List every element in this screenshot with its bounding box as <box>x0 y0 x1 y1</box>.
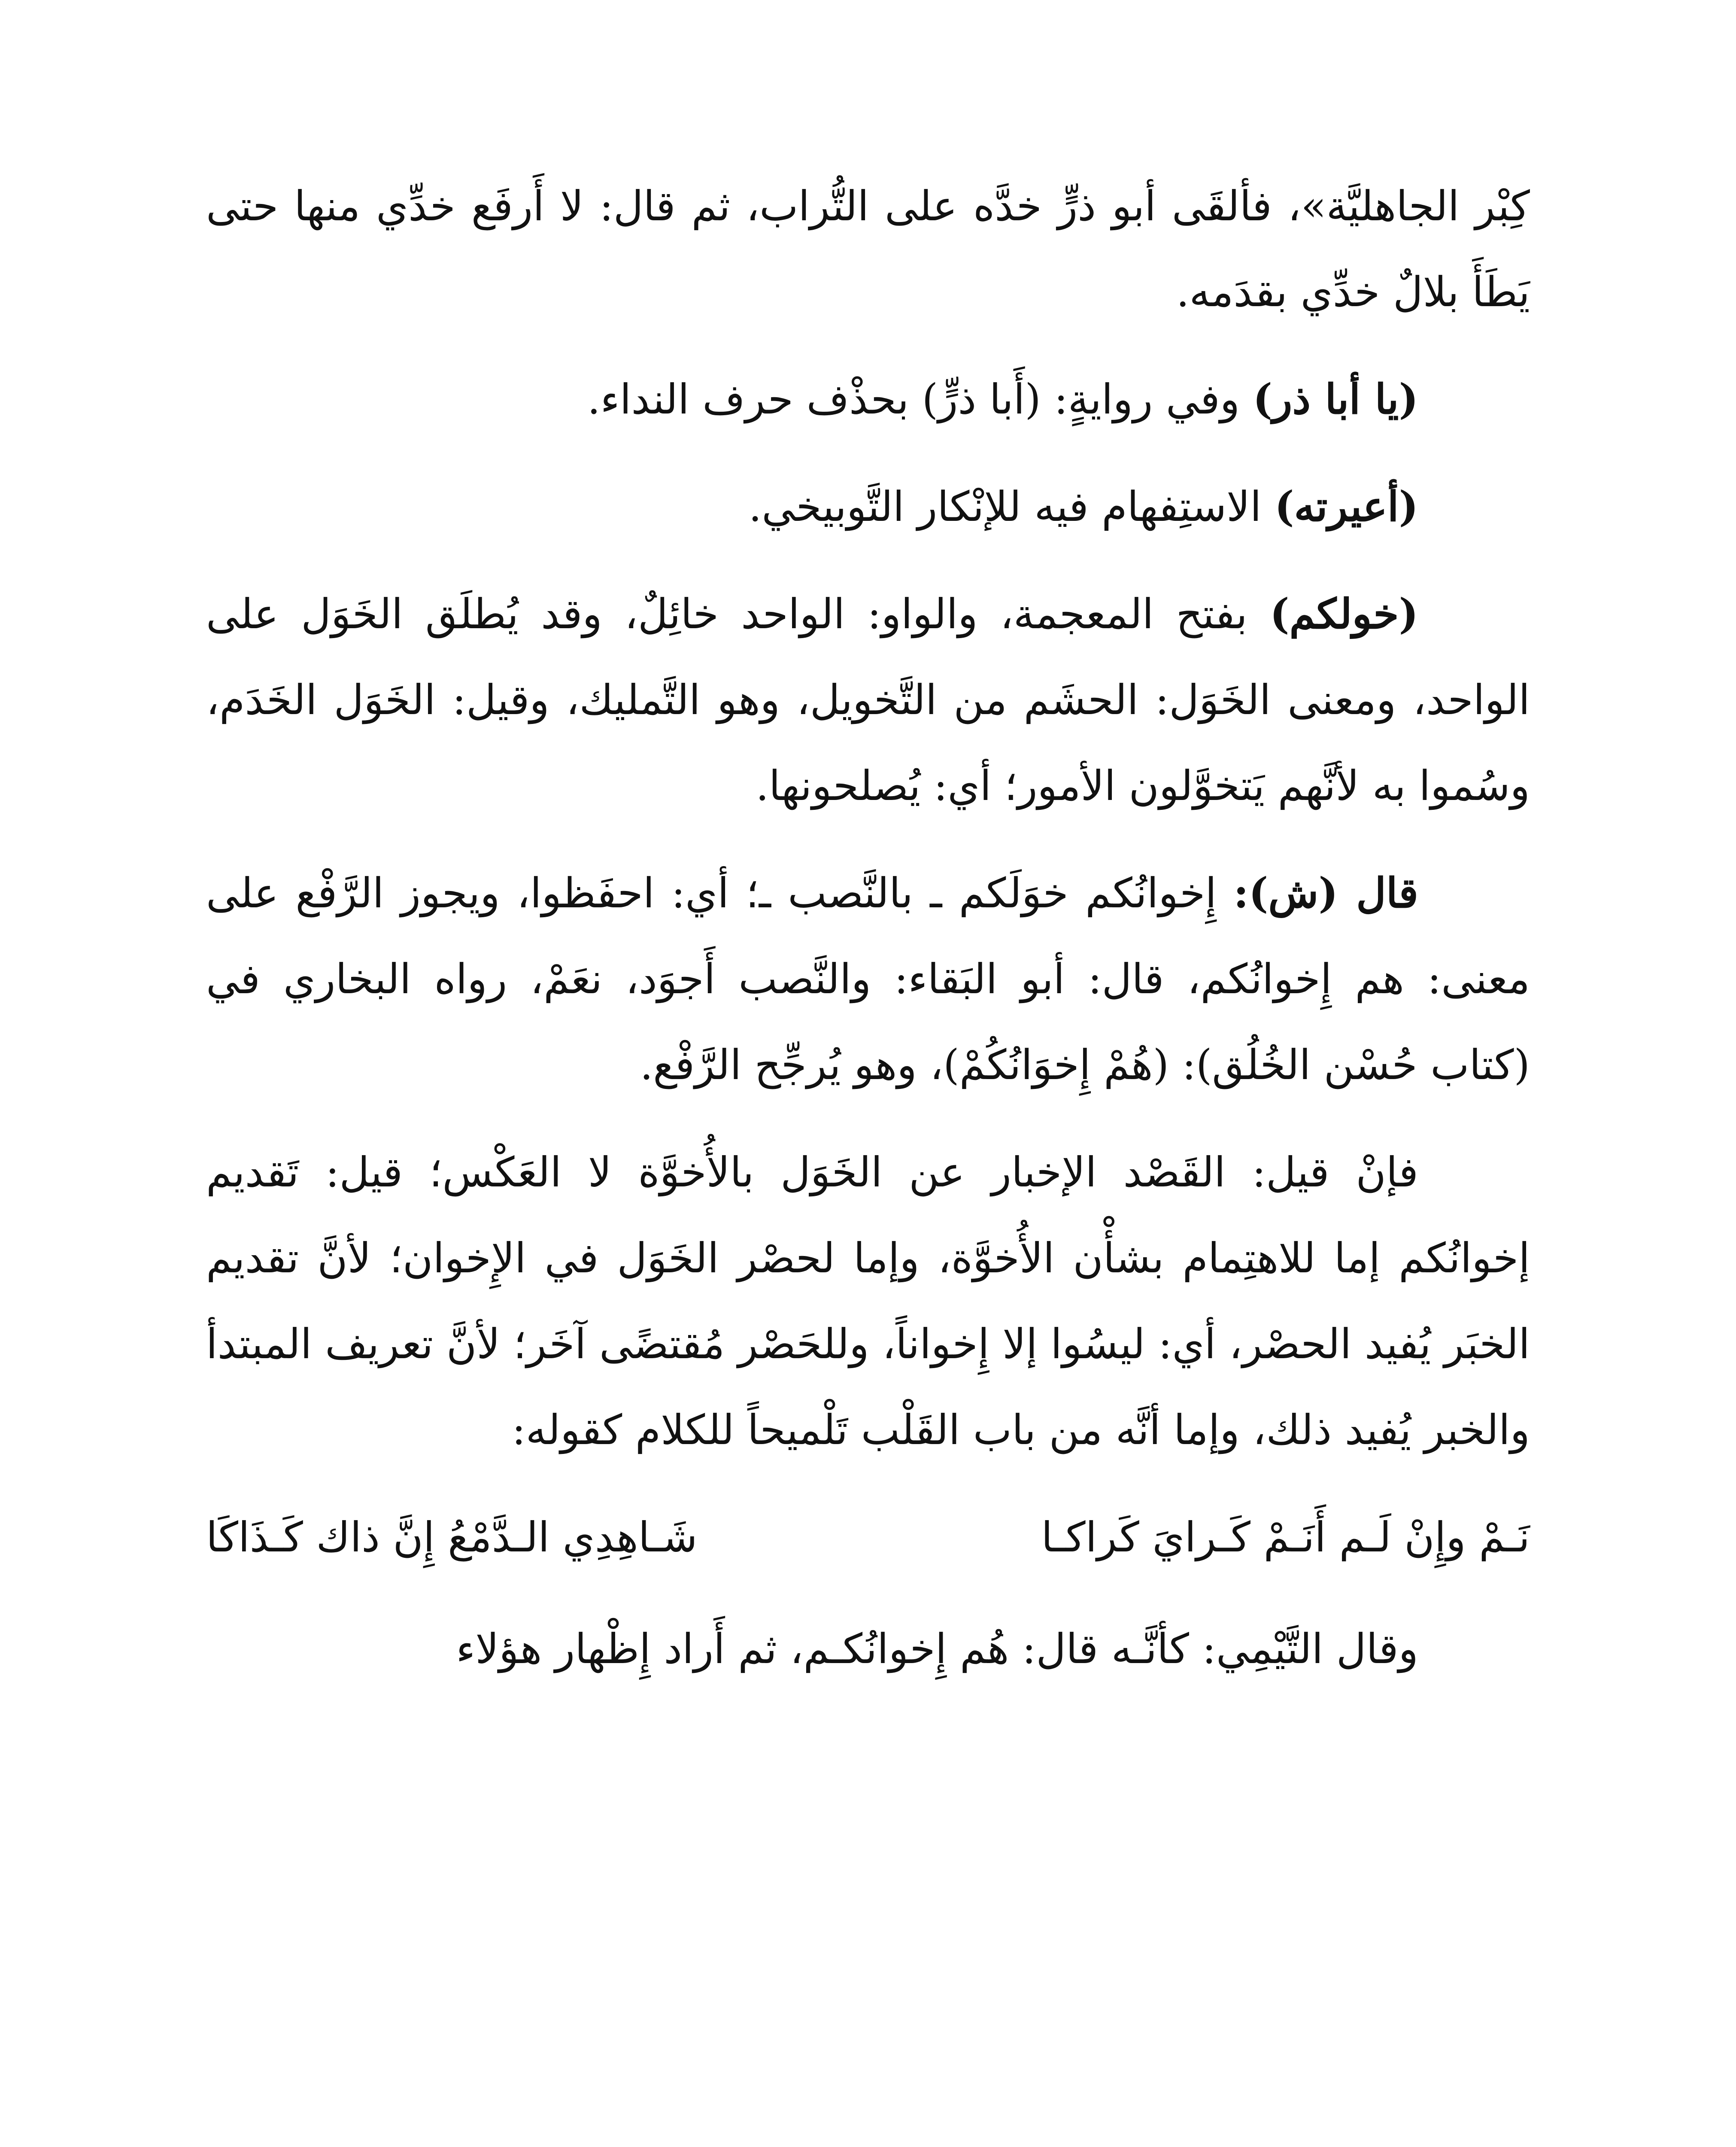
paragraph-text: الاستِفهام فيه للإنْكار التَّوبيخي. <box>748 483 1275 531</box>
paragraph-text: إِخوانُكم خوَلَكم ـ بالنَّصب ـ؛ أي: احفَظوا، ويجوز الرَّفْع على معنى: هم إِخوانُكم، قال: أبو البَقاء: والنَّصب أَجوَد، نعَمْ، رواه البخاري في (كتاب حُسْن الخُلُق): (هُمْ إِخوَانُكُمْ)، وهو يُرجِّح الرَّفْع. <box>206 869 1530 1089</box>
paragraph-text: وفي روايةٍ: (أَبا ذرٍّ) بحذْف حرف النداء. <box>587 375 1253 423</box>
poetry-verse <box>206 1494 1530 1580</box>
paragraph-3 <box>206 464 1530 550</box>
paragraph-5 <box>206 850 1530 1108</box>
paragraph-text: بفتح المعجمة، والواو: الواحد خائِلٌ، وقد يُطلَق الخَوَل على الواحد، ومعنى الخَوَل: الحشَم من التَّخويل، وهو التَّمليك، وقيل: الخَوَل الخَدَم، وسُموا به لأنَّهم يَتخوَّلون الأمور؛ أي: يُصلحونها. <box>206 590 1530 810</box>
paragraph-4 <box>206 571 1530 829</box>
paragraph-6 <box>206 1129 1530 1473</box>
verse-first-hemistich: نَـمْ وإِنْ لَـم أَنَـمْ كَـرايَ كَراكـا <box>1041 1513 1530 1561</box>
paragraph-7 <box>206 1606 1530 1692</box>
verse-second-hemistich: شَـاهِدِي الـدَّمْعُ إِنَّ ذاك كَـذَاكَا <box>206 1513 698 1561</box>
paragraph-1 <box>206 163 1530 335</box>
paragraph-lead: (أعيرته) <box>1275 482 1418 531</box>
paragraph-lead: (يا أبا ذر) <box>1253 375 1418 423</box>
main-text <box>206 163 1530 1713</box>
paragraph-text: كِبْر الجاهليَّة»، فألقَى أبو ذرٍّ خدَّه على التُّراب، ثم قال: لا أَرفَع خدِّي منها حتى يَطَأَ بلالٌ خدِّي بقدَمه. <box>206 182 1530 316</box>
paragraph-text: فإنْ قيل: القَصْد الإخبار عن الخَوَل بالأُخوَّة لا العَكْس؛ قيل: تَقديم إخوانُكم إما للاهتِمام بشأْن الأُخوَّة، وإما لحصْر الخَوَل في الإِخوان؛ لأنَّ تقديم الخبَر يُفيد الحصْر، أي: ليسُوا إلا إِخواناً، وللحَصْر مُقتضًى آخَر؛ لأنَّ تعريف المبتدأ والخبر يُفيد ذلك، وإما أنَّه من باب القَلْب تَلْميحاً للكلام كقوله: <box>206 1148 1530 1454</box>
paragraph-text: وقال التَّيْمِي: كأنَّـه قال: هُم إِخوانُكـم، ثم أَراد إِظْهار هؤلاء <box>456 1625 1418 1673</box>
paragraph-2 <box>206 356 1530 442</box>
paragraph-lead: (خولكم) <box>1270 590 1418 638</box>
paragraph-lead: قال (ش): <box>1233 869 1419 917</box>
